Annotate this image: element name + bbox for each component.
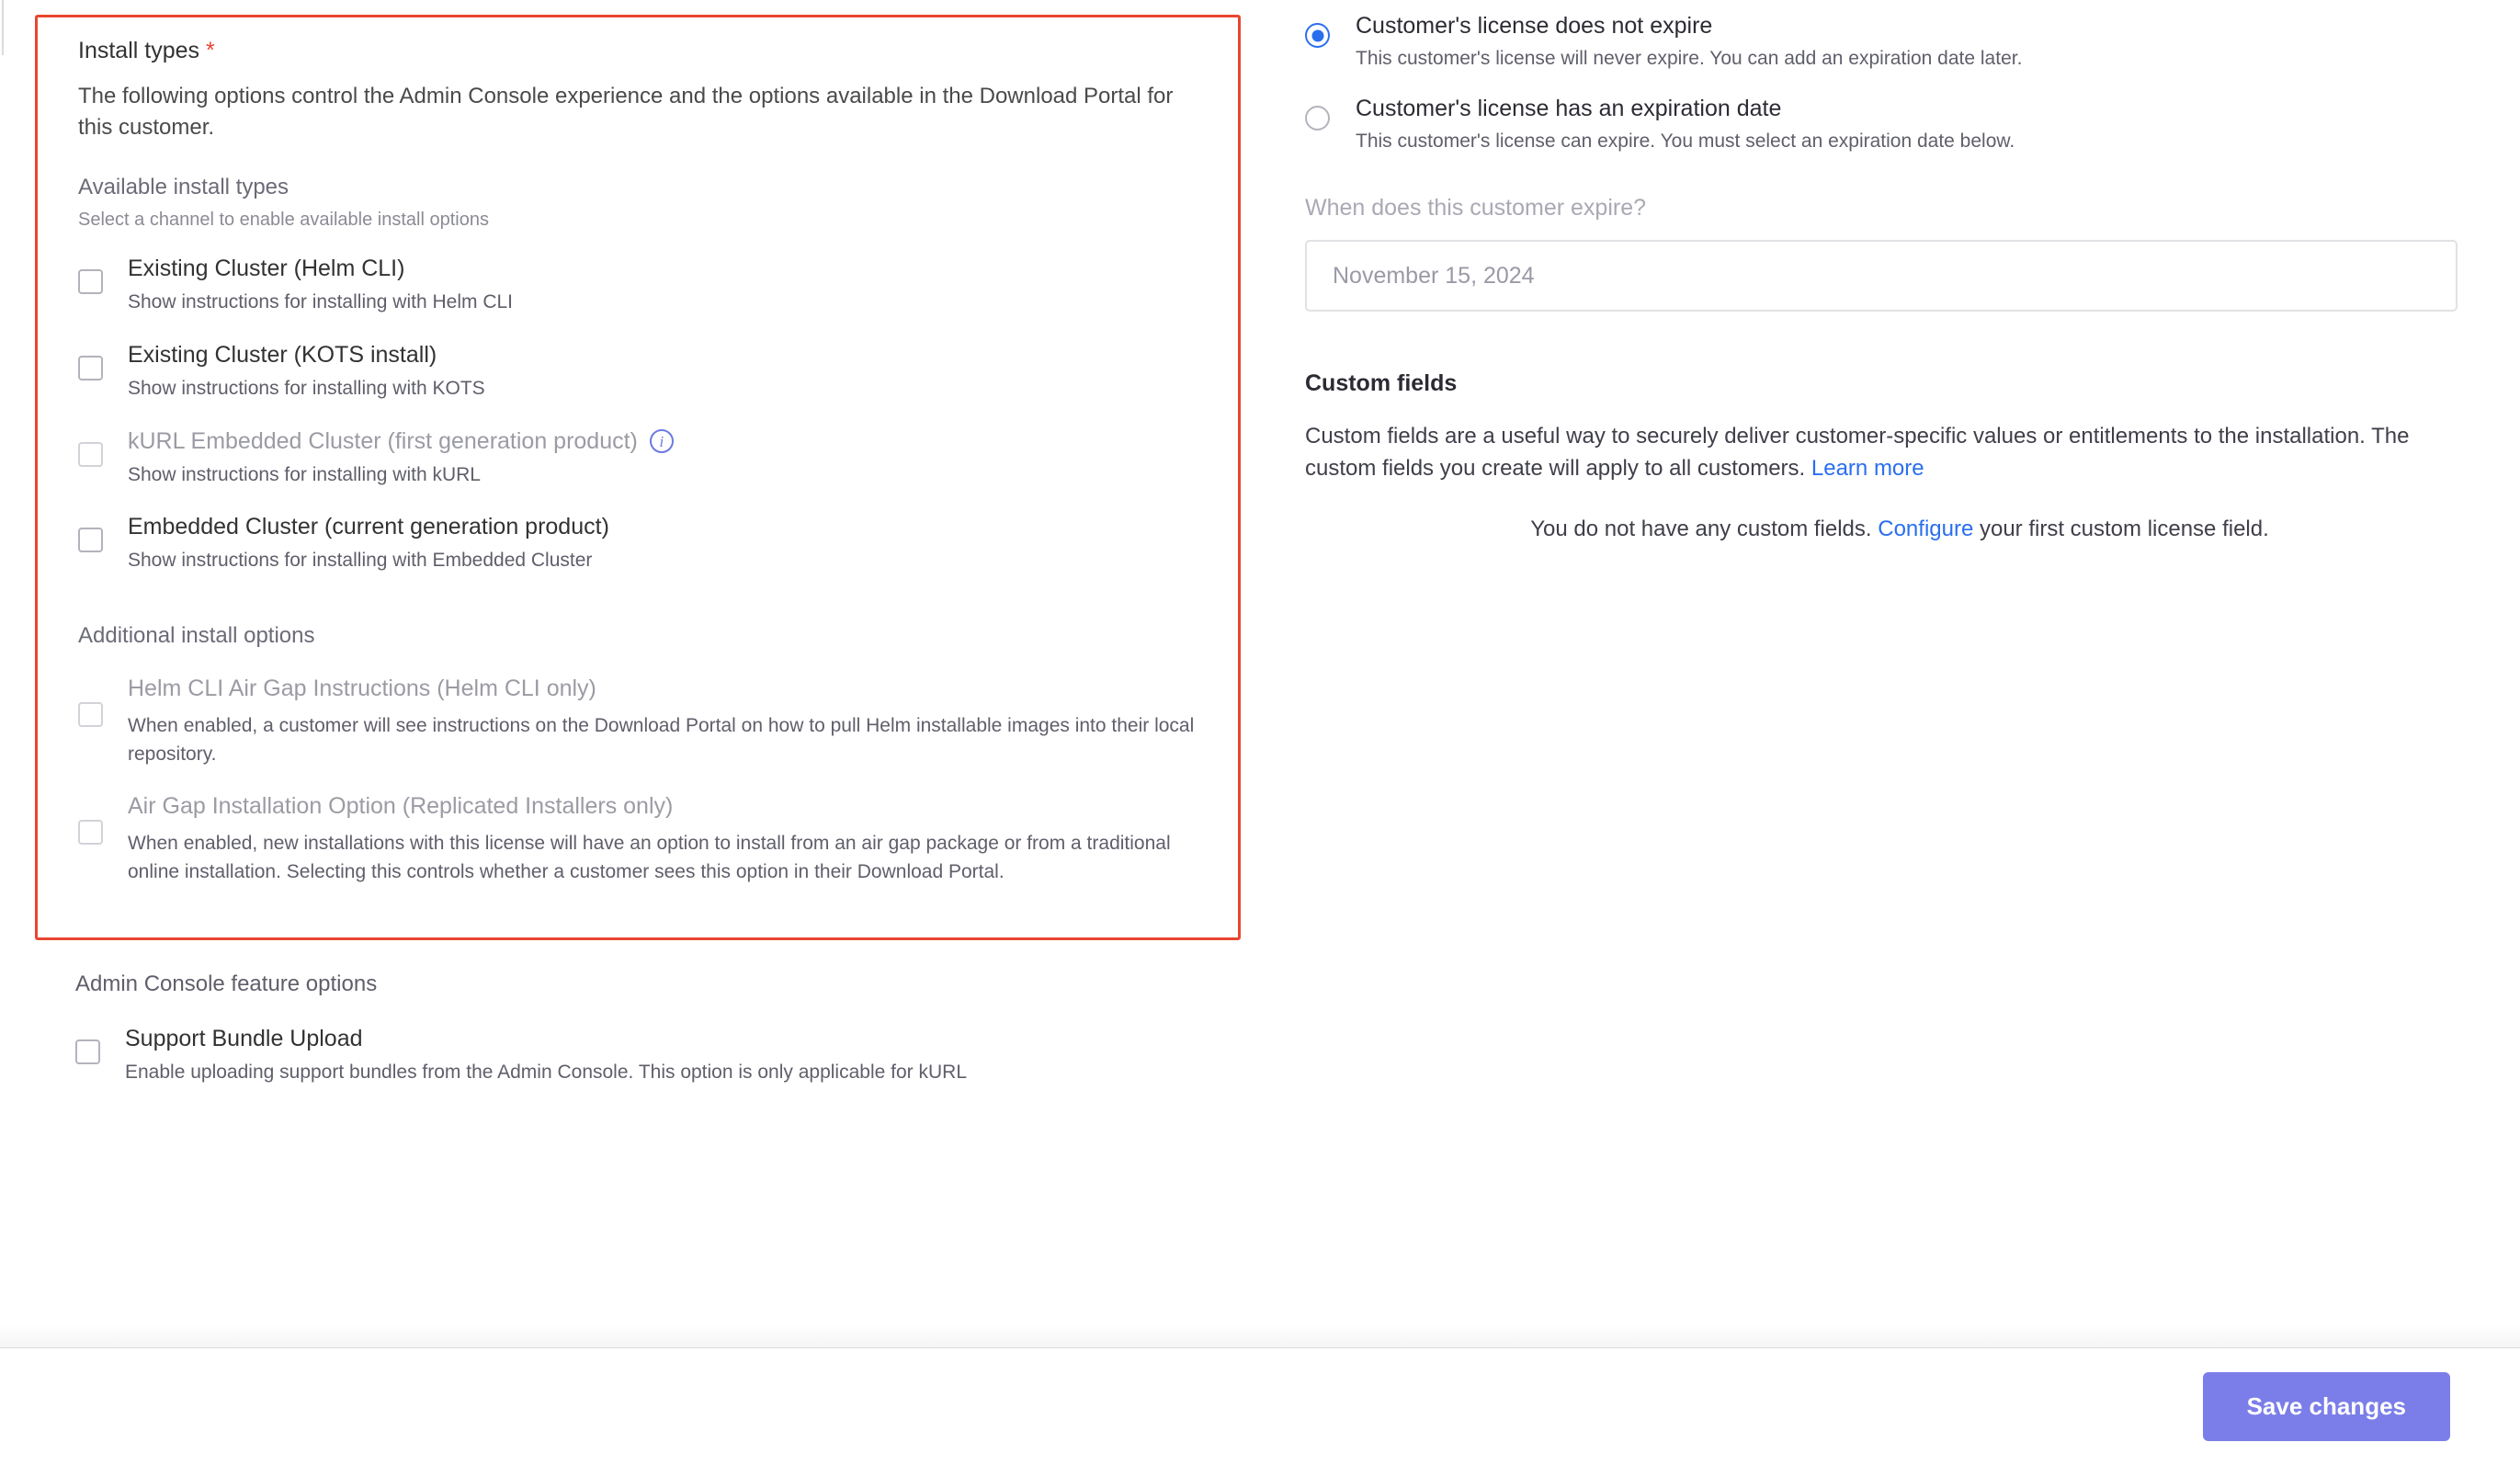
page-title — [78, 38, 1207, 64]
learn-more-link[interactable]: Learn more — [1811, 455, 1924, 481]
configure-link[interactable]: Configure — [1878, 516, 1974, 541]
additional-option-airgap-install[interactable] — [78, 792, 1207, 886]
checkbox-support-bundle-upload[interactable] — [75, 1039, 100, 1064]
custom-fields-title: Custom fields — [1305, 370, 1458, 396]
save-changes-button[interactable]: Save changes — [2203, 1372, 2450, 1441]
additional-option-airgap-install-body — [128, 792, 1207, 886]
checkbox-airgap-install[interactable] — [78, 820, 103, 845]
install-option-helm-cli-label-text: Existing Cluster (Helm CLI) — [128, 256, 405, 282]
install-option-embedded-cluster[interactable] — [78, 513, 1207, 575]
install-option-kots[interactable] — [78, 341, 1207, 403]
additional-option-helm-airgap-label — [128, 675, 1207, 703]
admin-console-option-support-bundle-label — [125, 1025, 1241, 1053]
required-marker: * — [205, 38, 215, 63]
additional-option-helm-airgap-label-text: Helm CLI Air Gap Instructions (Helm CLI only) — [128, 675, 596, 701]
install-option-kots-body — [128, 341, 1207, 403]
additional-option-airgap-install-desc: When enabled, new installations with this license will have an option to install from an air gap package or from a traditional online installation. Selecting this controls whether a customer sees this option in their Download Portal. — [128, 833, 1171, 882]
checkbox-helm-cli[interactable] — [78, 269, 103, 294]
install-option-embedded-cluster-label — [128, 513, 1207, 541]
expiration-option-never-body — [1356, 13, 2458, 70]
custom-fields-description — [1305, 421, 2423, 485]
custom-fields-empty-text-2: your first custom license field. — [1973, 516, 2269, 541]
install-option-kurl[interactable] — [78, 427, 1207, 490]
install-types-title: Install types — [78, 38, 200, 63]
available-install-types-title: Available install types — [78, 175, 289, 200]
admin-console-title: Admin Console feature options — [75, 971, 378, 997]
expiration-option-has-date[interactable] — [1305, 96, 2458, 153]
checkbox-kurl[interactable] — [78, 442, 103, 467]
install-types-description: The following options control the Admin Console experience and the options available in the Download Portal for this customer. — [78, 84, 1174, 141]
expiration-question-label: When does this customer expire? — [1305, 195, 1647, 221]
expiration-option-never-desc: This customer's license will never expire. You can add an expiration date later. — [1356, 48, 2023, 69]
custom-fields-description-text: Custom fields are a useful way to securely deliver customer-specific values or entitlements to the installation. The custom fields you create will apply to all customers. — [1305, 424, 2410, 481]
radio-license-does-not-expire[interactable] — [1305, 23, 1330, 48]
install-option-kurl-desc: Show instructions for installing with kURL — [128, 463, 481, 485]
install-option-helm-cli[interactable] — [78, 255, 1207, 317]
additional-option-airgap-install-label — [128, 792, 1207, 821]
install-option-kurl-label — [128, 427, 1207, 456]
custom-fields-empty-text-1: You do not have any custom fields. — [1530, 516, 1879, 541]
additional-install-options-title: Additional install options — [78, 622, 315, 648]
install-option-helm-cli-desc: Show instructions for installing with Helm CLI — [128, 291, 513, 313]
admin-console-option-support-bundle[interactable] — [75, 1025, 1241, 1087]
additional-option-airgap-install-label-text: Air Gap Installation Option (Replicated Installers only) — [128, 793, 674, 820]
install-option-kurl-body — [128, 427, 1207, 490]
install-option-kots-desc: Show instructions for installing with KOTS — [128, 378, 485, 400]
expiration-option-has-date-label: Customer's license has an expiration date — [1356, 96, 1782, 121]
install-option-embedded-cluster-desc: Show instructions for installing with Embedded Cluster — [128, 550, 593, 572]
right-column — [1241, 0, 2520, 542]
install-option-kots-label — [128, 341, 1207, 369]
checkbox-embedded-cluster[interactable] — [78, 528, 103, 552]
install-option-embedded-cluster-label-text: Embedded Cluster (current generation product) — [128, 514, 609, 540]
install-option-helm-cli-label — [128, 255, 1207, 283]
install-option-kots-label-text: Existing Cluster (KOTS install) — [128, 341, 437, 368]
info-icon[interactable]: i — [650, 429, 674, 453]
install-option-helm-cli-body — [128, 255, 1207, 317]
expiration-option-never-label: Customer's license does not expire — [1356, 13, 1713, 39]
admin-console-option-support-bundle-body — [125, 1025, 1241, 1087]
radio-license-has-expiration-date[interactable] — [1305, 106, 1330, 131]
custom-fields-empty-state — [1305, 517, 2458, 542]
expiration-option-has-date-body — [1356, 96, 2458, 153]
expiration-date-placeholder: November 15, 2024 — [1333, 262, 1535, 289]
install-option-embedded-cluster-body — [128, 513, 1207, 575]
additional-option-helm-airgap-body — [128, 675, 1207, 768]
additional-option-helm-airgap-desc: When enabled, a customer will see instructions on the Download Portal on how to pull Helm installable images into their local repository. — [128, 715, 1195, 765]
footer-bar — [0, 1347, 2520, 1465]
checkbox-kots[interactable] — [78, 356, 103, 380]
expiration-date-input[interactable] — [1305, 240, 2458, 312]
checkbox-helm-airgap[interactable] — [78, 702, 103, 727]
admin-console-option-support-bundle-label-text: Support Bundle Upload — [125, 1026, 363, 1052]
expiration-option-never[interactable] — [1305, 13, 2458, 70]
install-option-kurl-label-text: kURL Embedded Cluster (first generation product) — [128, 427, 638, 454]
left-divider — [2, 0, 4, 55]
expiration-option-has-date-desc: This customer's license can expire. You must select an expiration date below. — [1356, 131, 2015, 152]
available-install-types-hint: Select a channel to enable available install options — [78, 210, 489, 231]
admin-console-option-support-bundle-desc: Enable uploading support bundles from the Admin Console. This option is only applicable for kURL — [125, 1062, 967, 1084]
left-column — [0, 0, 1241, 1111]
additional-option-helm-airgap[interactable] — [78, 675, 1207, 768]
install-types-section — [35, 15, 1241, 940]
admin-console-section — [31, 940, 1241, 1087]
